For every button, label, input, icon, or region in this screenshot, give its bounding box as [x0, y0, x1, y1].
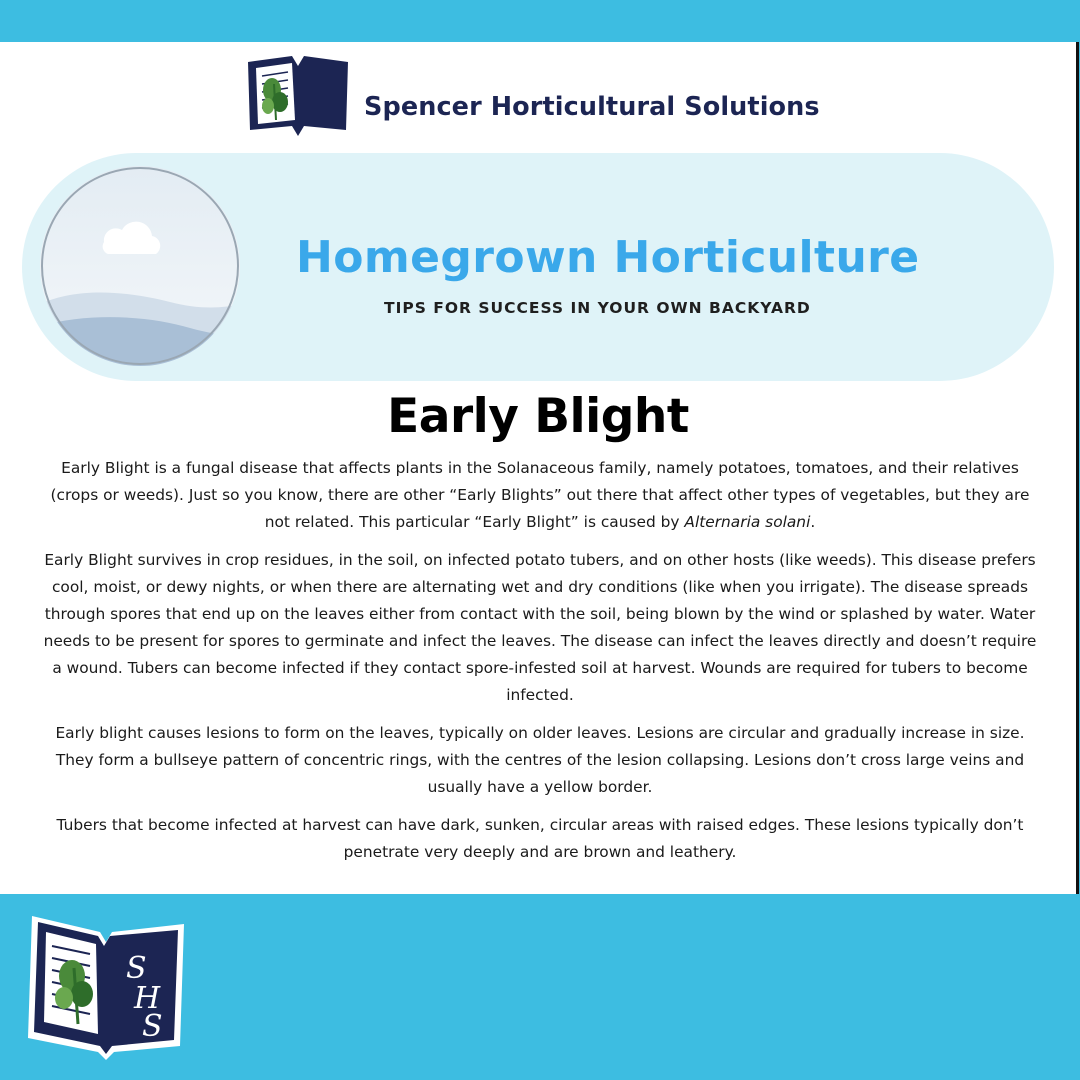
brand-name: Spencer Horticultural Solutions	[364, 92, 820, 122]
logo-letter-h: H	[134, 981, 161, 1016]
sky-landscape-illustration	[40, 166, 240, 366]
article-body	[40, 455, 1040, 877]
document-page	[0, 42, 1079, 894]
paragraph-2: Early Blight survives in crop residues, in the soil, on infected potato tubers, and on other hosts (like weeds). This disease prefers cool, moist, or dewy nights, or when there are alternating wet and dry conditions (like when you irrigate). The disease spreads through spores that end up on the leaves either from contact with the soil, being blown by the wind or splashed by water. Water needs to be present for spores to germinate and infect the leaves. The disease can infect the leaves directly and doesn’t require a wound. Tubers can become infected if they contact spore-infested soil at harvest. Wounds are required for tubers to become infected.	[43, 551, 1037, 704]
article-title: Early Blight	[387, 389, 689, 444]
brand-header	[242, 54, 842, 136]
banner-title: Homegrown Horticulture	[296, 232, 920, 283]
paragraph-1	[40, 455, 1040, 536]
book-plant-logo-icon	[242, 54, 354, 138]
banner-subtitle: TIPS FOR SUCCESS IN YOUR OWN BACKYARD	[384, 299, 811, 317]
paragraph-1-text: Early Blight is a fungal disease that affects plants in the Solanaceous family, namely potatoes, tomatoes, and their relatives (crops or weeds). Just so you know, there are other “Early Blights” out there that affect other types of vegetables, but they are not related. This particular “Early Blight” is caused by	[50, 459, 1030, 531]
pathogen-name: Alternaria solani	[684, 513, 811, 531]
paragraph-4: Tubers that become infected at harvest can have dark, sunken, circular areas with raised edges. These lesions typically don’t penetrate very deeply and are brown and leathery.	[56, 816, 1024, 861]
paragraph-1-end: .	[810, 513, 816, 531]
shs-book-logo-icon	[22, 906, 192, 1068]
paragraph-3: Early blight causes lesions to form on the leaves, typically on older leaves. Lesions are circular and gradually increase in size. They form a bullseye pattern of concentric rings, with the centres of the lesion collapsing. Lesions don’t cross large veins and usually have a yellow border.	[55, 724, 1025, 796]
logo-letter-s2: S	[142, 1009, 163, 1044]
logo-letter-s1: S	[126, 951, 147, 986]
